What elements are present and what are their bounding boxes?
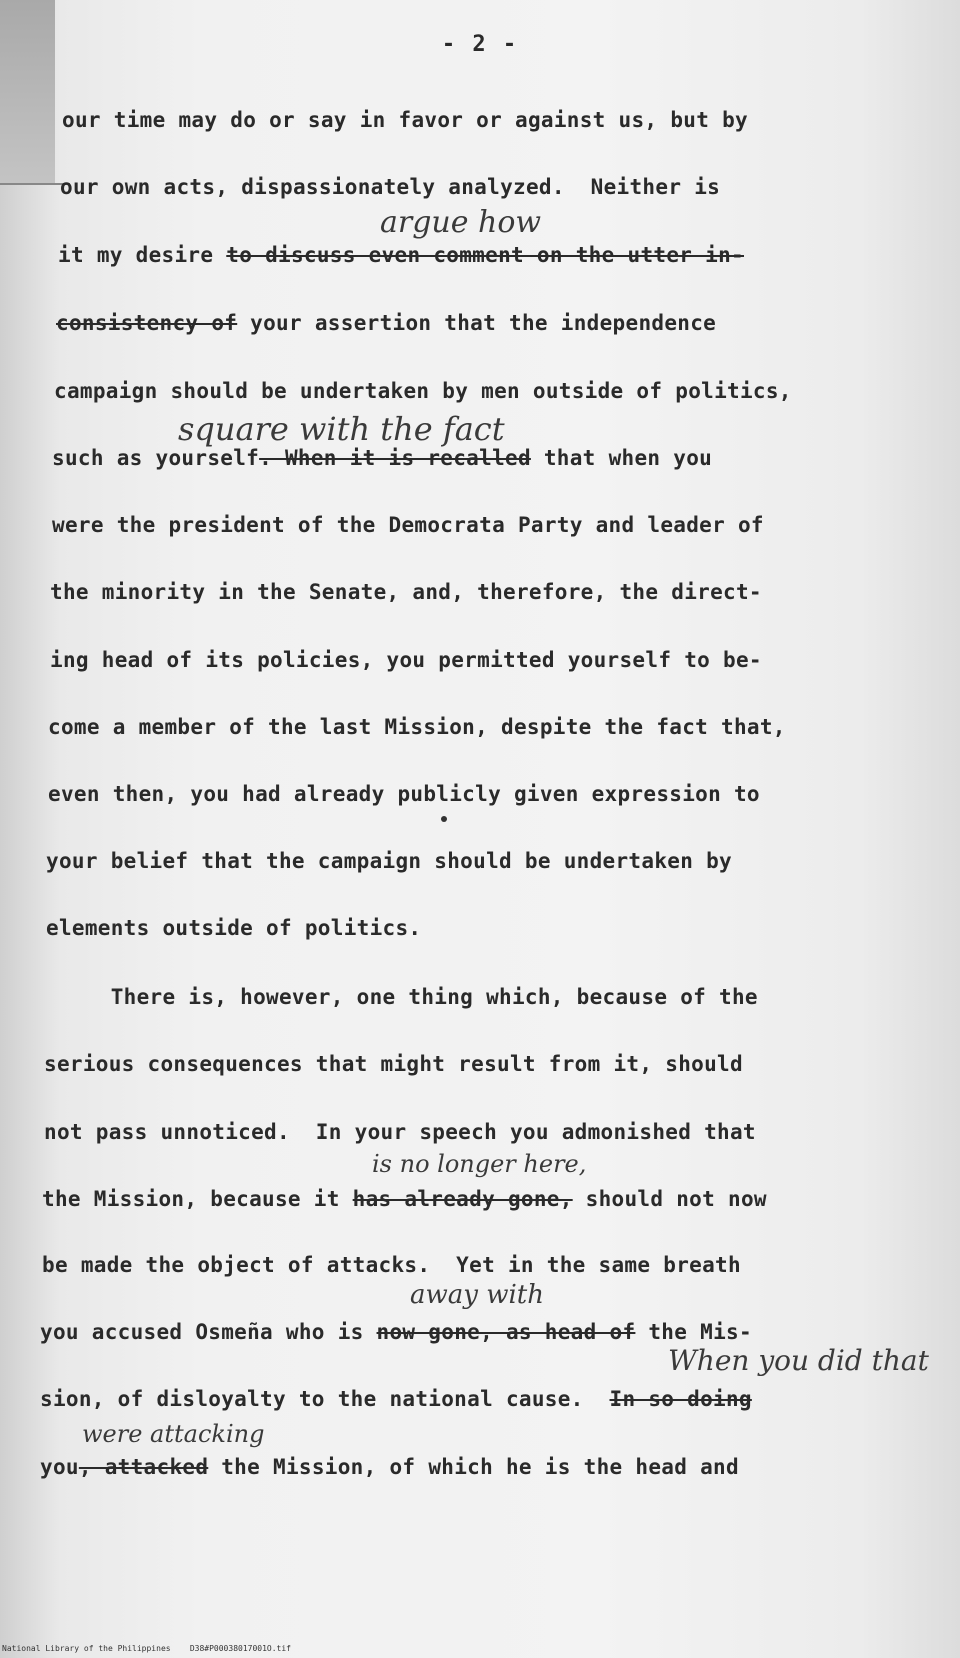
text-line-13: elements outside of politics. <box>46 916 422 940</box>
struck-text: has already gone, <box>352 1187 573 1211</box>
text-line-3 <box>58 243 744 267</box>
text-segment: the Mission, because it <box>42 1187 353 1211</box>
struck-text: , attacked <box>78 1455 209 1479</box>
text-line-19 <box>40 1320 752 1344</box>
struck-text: consistency of <box>56 311 238 335</box>
text-segment: it my desire <box>58 243 227 267</box>
struck-text: now gone, as head of <box>376 1320 636 1344</box>
text-line-6 <box>52 446 712 470</box>
text-line-7: were the president of the Democrata Party and leader of <box>52 513 764 537</box>
text-line-15: serious consequences that might result from it, should <box>44 1052 743 1076</box>
text-line-9: ing head of its policies, you permitted yourself to be- <box>50 648 762 672</box>
text-segment: that when you <box>530 446 713 470</box>
text-line-1: our time may do or say in favor or against us, but by <box>62 108 748 132</box>
struck-text: to discuss even comment on the utter in- <box>226 243 744 267</box>
handwritten-insert: were attacking <box>82 1420 265 1448</box>
text-segment: should not now <box>572 1187 767 1211</box>
text-segment: you accused Osmeña who is <box>40 1320 377 1344</box>
handwritten-insert: square with the fact <box>178 410 505 448</box>
text-line-17 <box>42 1187 767 1211</box>
text-line-20 <box>40 1387 752 1411</box>
handwritten-insert: When you did that <box>668 1344 929 1377</box>
text-line-14: There is, however, one thing which, because of the <box>46 985 758 1009</box>
struck-text: In so doing <box>609 1387 752 1411</box>
archive-footer: National Library of the Philippines D38#P00038017001O.tif <box>2 1644 291 1653</box>
handwritten-insert: is no longer here, <box>372 1150 587 1178</box>
ink-dot <box>441 816 447 822</box>
handwritten-insert: away with <box>410 1280 544 1310</box>
text-line-11: even then, you had already publicly given expression to <box>48 782 760 806</box>
text-segment: sion, of disloyalty to the national cause. <box>40 1387 610 1411</box>
text-segment: you <box>40 1455 79 1479</box>
text-line-12: your belief that the campaign should be undertaken by <box>46 849 732 873</box>
text-line-5: campaign should be undertaken by men outside of politics, <box>54 379 792 403</box>
text-line-16: not pass unnoticed. In your speech you admonished that <box>44 1120 756 1144</box>
text-line-18: be made the object of attacks. Yet in the same breath <box>42 1253 741 1277</box>
text-segment: the Mission, of which he is the head and <box>208 1455 739 1479</box>
text-line-4 <box>56 311 716 335</box>
text-line-21 <box>40 1455 739 1479</box>
text-line-8: the minority in the Senate, and, therefore, the direct- <box>50 580 762 604</box>
text-line-10: come a member of the last Mission, despite the fact that, <box>48 715 786 739</box>
text-line-2: our own acts, dispassionately analyzed. Neither is <box>60 175 721 199</box>
text-segment: such as yourself <box>52 446 260 470</box>
page-number: - 2 - <box>441 32 519 57</box>
paper-edge-shadow <box>0 0 55 185</box>
text-segment: the Mis- <box>635 1320 752 1344</box>
text-segment: your assertion that the independence <box>237 311 717 335</box>
struck-text: . When it is recalled <box>259 446 531 470</box>
handwritten-insert: argue how <box>380 205 542 240</box>
